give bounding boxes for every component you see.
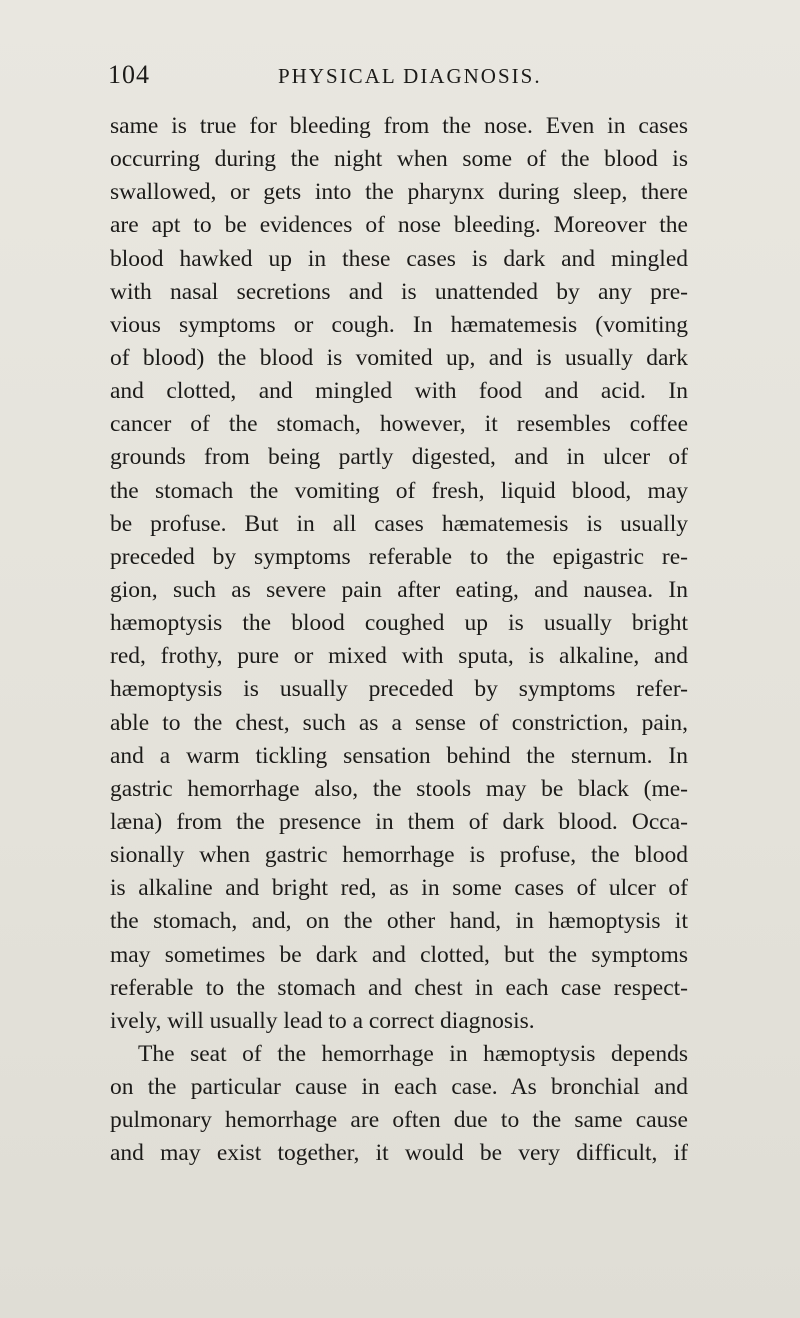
- text-line: pulmonary hemorrhage are often due to the same cause: [110, 1107, 688, 1134]
- text-line: the stomach the vomiting of fresh, liquid blood, may: [110, 477, 688, 504]
- text-line: grounds from being partly digested, and in ulcer of: [110, 444, 688, 471]
- text-line: vious symptoms or cough. In hæmatemesis (vomiting: [110, 311, 688, 338]
- text-line: preceded by symptoms referable to the epigastric re-: [110, 543, 688, 570]
- text-line: swallowed, or gets into the pharynx during sleep, there: [110, 179, 688, 206]
- paragraph-end-line: ively, will usually lead to a correct diagnosis.: [110, 1007, 535, 1034]
- text-line: and a warm tickling sensation behind the sternum. In: [110, 742, 688, 769]
- text-line: gion, such as severe pain after eating, and nausea. In: [110, 576, 688, 603]
- text-line: is alkaline and bright red, as in some cases of ulcer of: [110, 875, 688, 902]
- text-line: red, frothy, pure or mixed with sputa, is alkaline, and: [110, 643, 688, 670]
- text-line: be profuse. But in all cases hæmatemesis is usually: [110, 510, 688, 537]
- running-head: PHYSICAL DIAGNOSIS.: [278, 64, 542, 88]
- text-line: gastric hemorrhage also, the stools may be black (me-: [110, 775, 688, 802]
- text-line: same is true for bleeding from the nose. Even in cases: [110, 113, 688, 139]
- text-line: with nasal secretions and is unattended by any pre-: [110, 278, 688, 305]
- text-line: hæmoptysis the blood coughed up is usually bright: [110, 610, 688, 637]
- text-line: and may exist together, it would be very difficult, if: [110, 1140, 688, 1167]
- text-line: blood hawked up in these cases is dark and mingled: [110, 245, 688, 272]
- text-line: and clotted, and mingled with food and acid. In: [110, 378, 688, 405]
- text-line: hæmoptysis is usually preceded by symptoms refer-: [110, 676, 688, 703]
- text-line: sionally when gastric hemorrhage is profuse, the blood: [110, 842, 688, 869]
- text-line: referable to the stomach and chest in each case respect-: [110, 974, 688, 1001]
- page-number: 104: [108, 60, 150, 89]
- text-line: occurring during the night when some of the blood is: [110, 146, 688, 173]
- text-line: læna) from the presence in them of dark blood. Occa-: [110, 808, 688, 835]
- text-line: cancer of the stomach, however, it resembles coffee: [110, 411, 688, 438]
- text-line: may sometimes be dark and clotted, but the symptoms: [110, 941, 688, 968]
- body-text: [110, 110, 688, 1171]
- text-line: able to the chest, such as a sense of constriction, pain,: [110, 709, 688, 736]
- page-header: [108, 60, 708, 96]
- text-line: of blood) the blood is vomited up, and is usually dark: [110, 344, 688, 371]
- text-line: are apt to be evidences of nose bleeding. Moreover the: [110, 212, 688, 239]
- text-line: the stomach, and, on the other hand, in hæmoptysis it: [110, 908, 688, 935]
- paragraph-start-line: The seat of the hemorrhage in hæmoptysis depends: [138, 1040, 688, 1067]
- text-line: on the particular cause in each case. As bronchial and: [110, 1074, 688, 1101]
